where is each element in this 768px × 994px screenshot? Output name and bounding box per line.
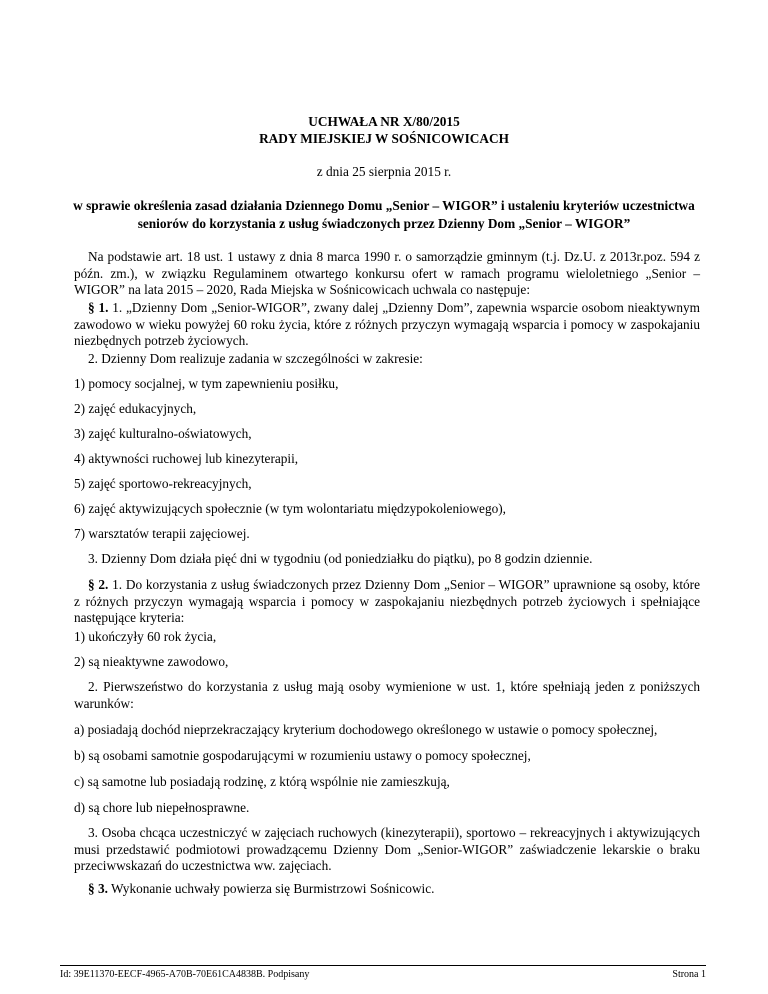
condition-item: a) posiadają dochód nieprzekraczający kryterium dochodowego określonego w ustawie o pomocy społecznej, (74, 722, 658, 737)
list-item: 7) warsztatów terapii zajęciowej. (74, 526, 250, 541)
condition-item: c) są samotne lub posiadają rodzinę, z którą wspólnie nie zamieszkują, (74, 774, 450, 789)
s3-mark: § 3. (88, 881, 108, 896)
list-item: 5) zajęć sportowo-rekreacyjnych, (74, 476, 252, 491)
footer-divider (60, 965, 706, 966)
list-item: 2) zajęć edukacyjnych, (74, 401, 197, 416)
s2-paragraph-3: 3. Osoba chcąca uczestniczyć w zajęciach ruchowych (kinezyterapii), sportowo – rekreacyjnych i aktywizujących musi przedstawić podmiotowi prowadzącemu Dzienny Dom „Senior-WIGOR” zaświadczenie lekarskie o braku przeciwwskazań do uczestnictwa ww. zajęciach. (74, 825, 700, 873)
condition-item: b) są osobami samotnie gospodarującymi w rozumieniu ustawy o pomocy społecznej, (74, 748, 531, 763)
resolution-number: UCHWAŁA NR X/80/2015 (308, 114, 460, 129)
s1-paragraph-3: 3. Dzienny Dom działa pięć dni w tygodniu (od poniedziałku do piątku), po 8 godzin dziennie. (88, 551, 593, 566)
s2-mark: § 2. (88, 577, 109, 592)
s3-paragraph: § 3. Wykonanie uchwały powierza się Burmistrzowi Sośnicowic. (88, 881, 435, 896)
list-item: 2) są nieaktywne zawodowo, (74, 654, 229, 669)
list-item: 6) zajęć aktywizujących społecznie (w tym wolontariatu międzypokoleniowego), (74, 501, 506, 516)
resolution-date: z dnia 25 sierpnia 2015 r. (316, 164, 452, 179)
list-item: 4) aktywności ruchowej lub kinezyterapii, (74, 451, 299, 466)
condition-item: d) są chore lub niepełnosprawne. (74, 800, 250, 815)
resolution-subject: w sprawie określenia zasad działania Dziennego Domu „Senior – WIGOR” i ustaleniu kryteriów uczestnictwa seniorów do korzystania z usług świadczonych przez Dzienny Dom „Senior – WIGOR” (73, 198, 695, 231)
s1-paragraph-1: § 1. 1. „Dzienny Dom „Senior-WIGOR”, zwany dalej „Dzienny Dom”, zapewnia wsparcie osobom nieaktywnym zawodowo w wieku powyżej 60 roku życia, które z różnych przyczyn wymagają wsparcia i pomocy w zaspokajaniu niezbędnych potrzeb życiowych. (74, 300, 700, 348)
list-item: 1) pomocy socjalnej, w tym zapewnieniu posiłku, (74, 376, 339, 391)
council-name: RADY MIEJSKIEJ W SOŚNICOWICACH (259, 131, 509, 146)
list-item: 1) ukończyły 60 rok życia, (74, 629, 217, 644)
s1-paragraph-2: 2. Dzienny Dom realizuje zadania w szczególności w zakresie: (88, 351, 423, 366)
s2-paragraph-2: 2. Pierwszeństwo do korzystania z usług mają osoby wymienione w ust. 1, które spełniają jeden z poniższych warunków: (74, 679, 700, 711)
s1-mark: § 1. (88, 300, 109, 315)
preamble: Na podstawie art. 18 ust. 1 ustawy z dnia 8 marca 1990 r. o samorządzie gminnym (t.j. Dz.U. z 2013r.poz. 594 z późn. zm.), w związku Regulaminem otwartego konkursu ofert w ramach programu wieloletniego „Senior – WIGOR” na lata 2015 – 2020, Rada Miejska w Sośnicowicach uchwala co następuje: (74, 249, 700, 297)
list-item: 3) zajęć kulturalno-oświatowych, (74, 426, 252, 441)
page-number: Strona 1 (672, 969, 706, 980)
document-id: Id: 39E11370-EECF-4965-A70B-70E61CA4838B. Podpisany (60, 969, 310, 980)
s2-paragraph-1: § 2. 1. Do korzystania z usług świadczonych przez Dzienny Dom „Senior – WIGOR” uprawnione są osoby, które z różnych przyczyn wymagają wsparcia i pomocy w zaspokajaniu niezbędnych potrzeb życiowych i spełniające następujące kryteria: (74, 577, 700, 625)
